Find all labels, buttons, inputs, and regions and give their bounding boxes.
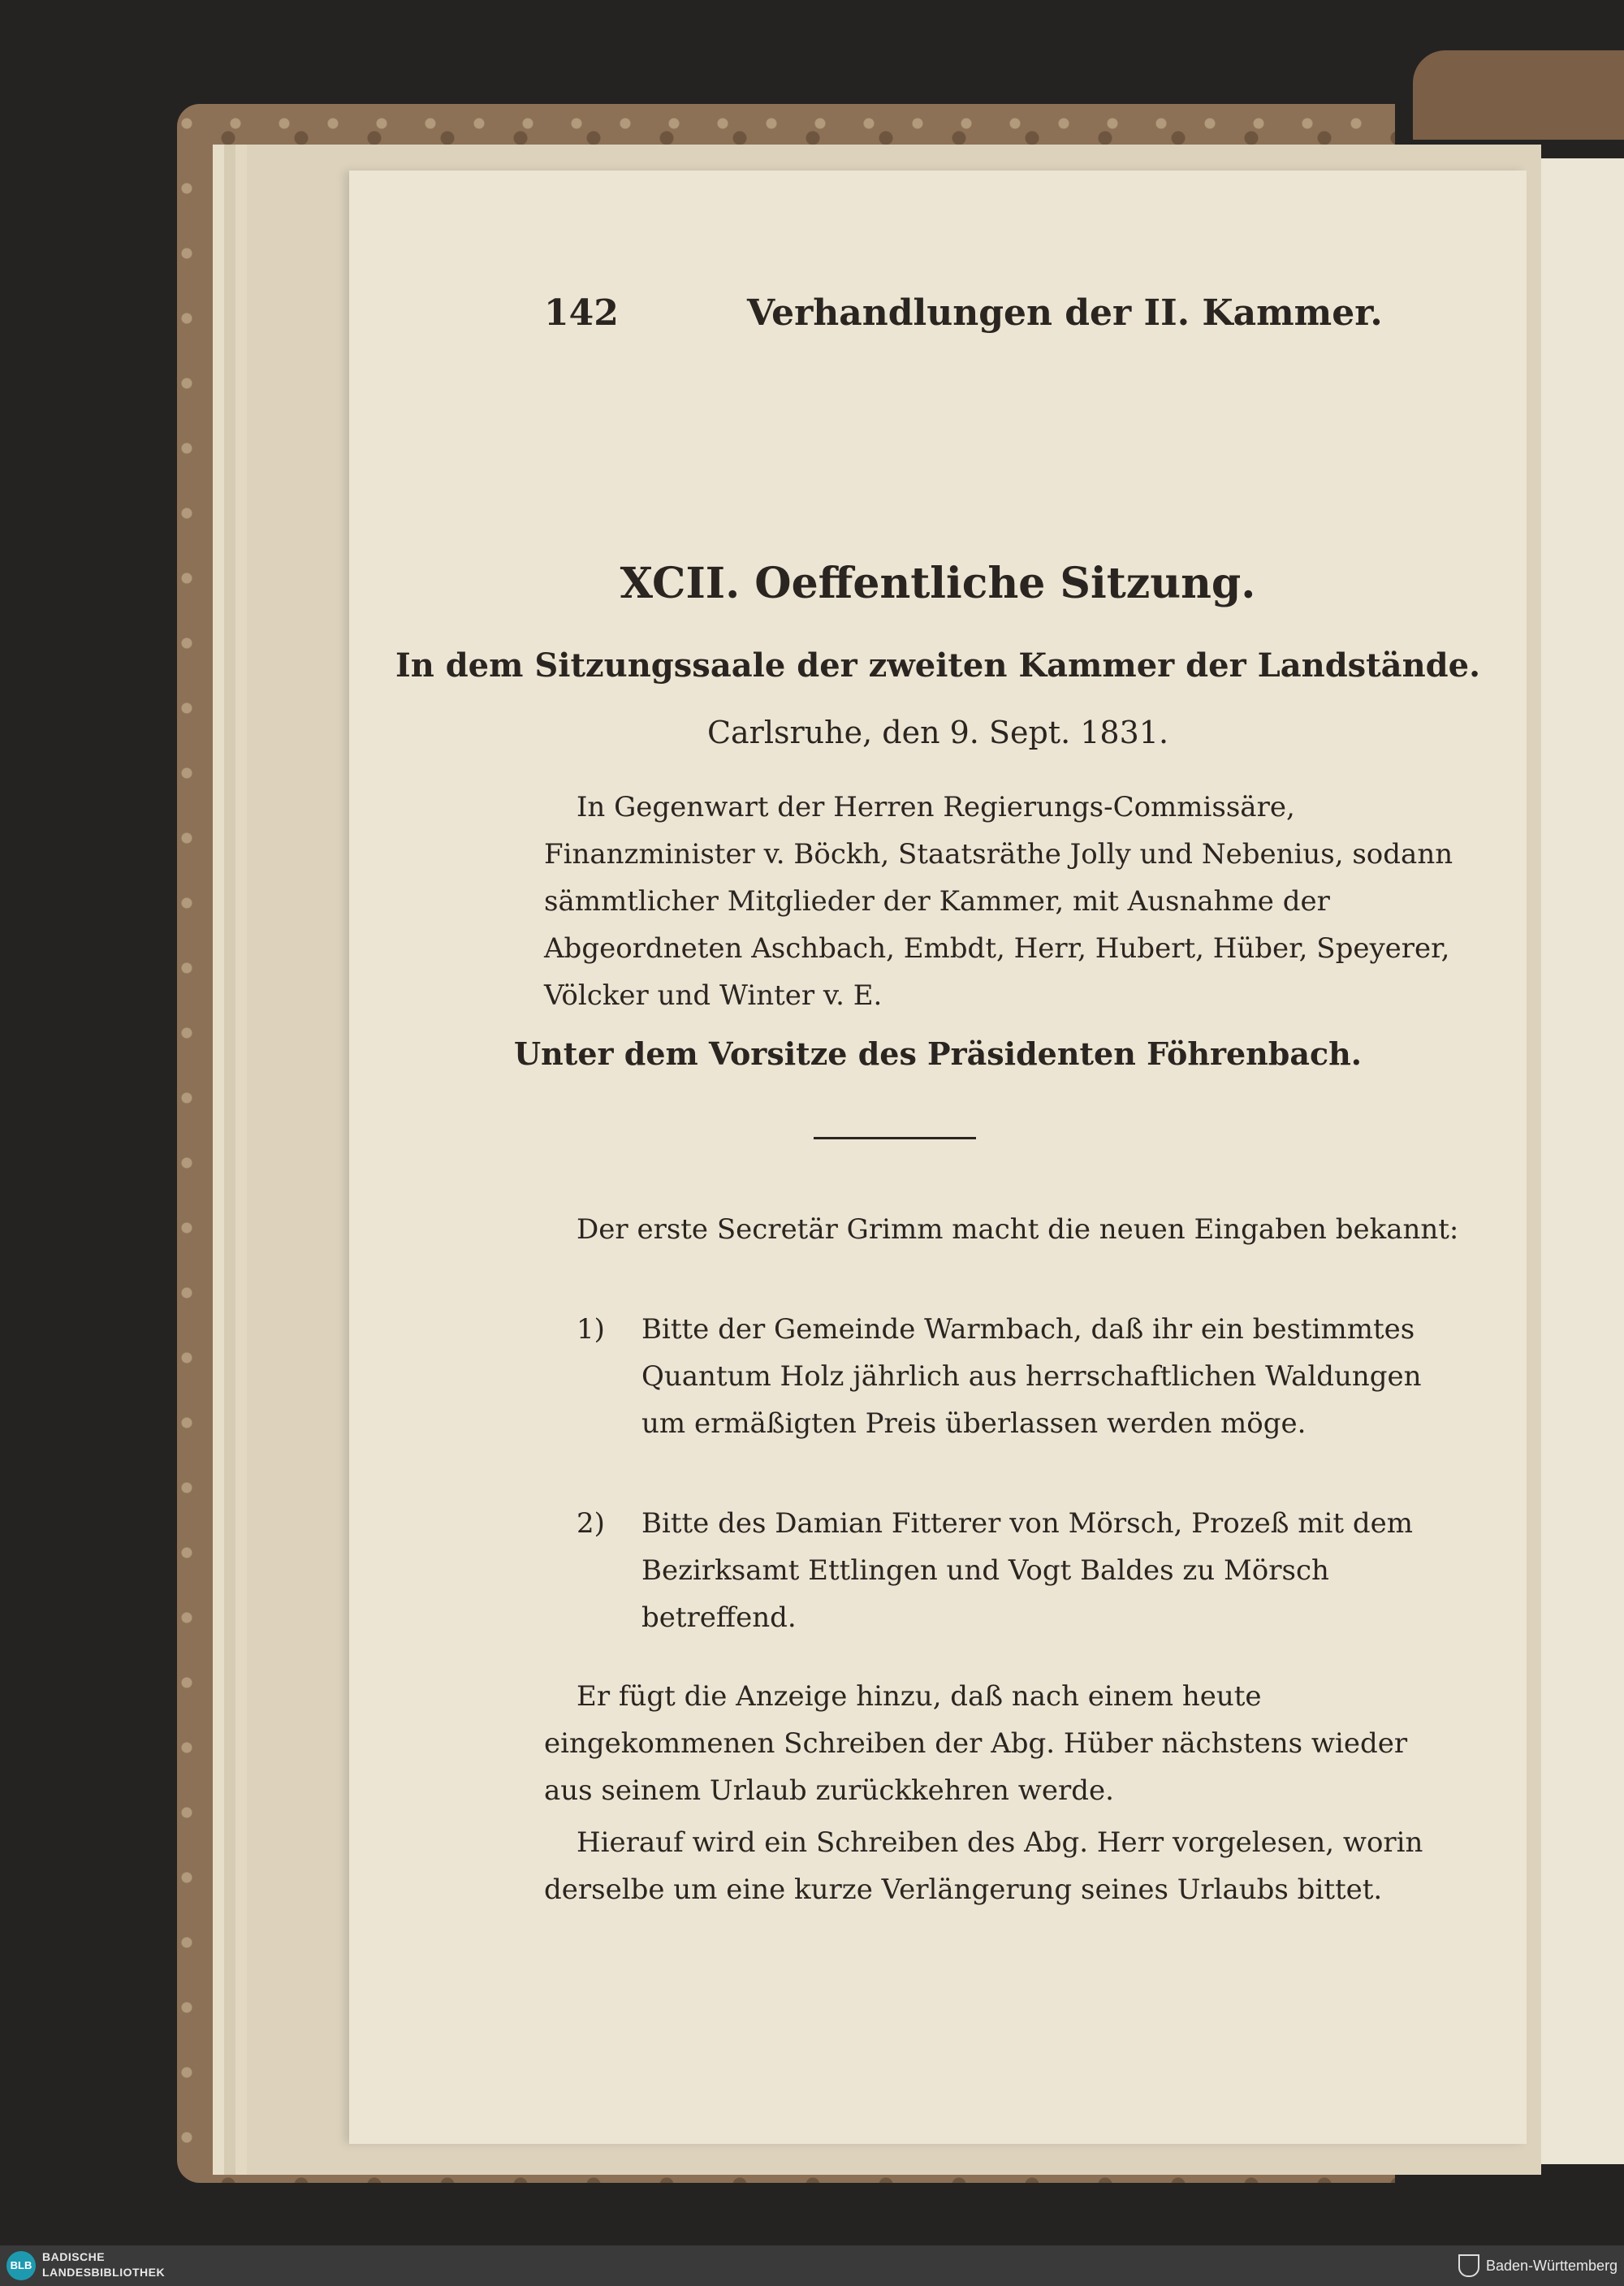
notice-paragraph: Er fügt die Anzeige hinzu, daß nach einem heute eingekommenen Schreiben der Abg. Hüber nächstens wieder aus seinem Urlaub zurückkehren werde. [544, 1680, 1408, 1807]
letter-paragraph: Hierauf wird ein Schreiben des Abg. Herr vorgelesen, worin derselbe um eine kurze Verlängerung seines Urlaubs bittet. [544, 1826, 1423, 1906]
book-corner [1413, 50, 1624, 140]
divider-rule [814, 1137, 976, 1139]
book-page [349, 171, 1527, 2144]
session-location: In dem Sitzungssaale der zweiten Kammer der Landstände. [395, 646, 1480, 685]
opposite-page-edge [1531, 158, 1624, 2164]
section-title: XCII. Oeffentliche Sitzung. [620, 559, 1256, 608]
blb-logo-icon[interactable]: BLB [6, 2251, 36, 2280]
state-name: Baden-Württemberg [1486, 2258, 1618, 2274]
list-item [577, 1500, 1462, 1641]
list-item [577, 1306, 1462, 1447]
page-number: 142 [544, 292, 619, 334]
coat-of-arms-icon [1458, 2254, 1479, 2277]
library-name-line2: LANDESBIBLIOTHEK [42, 2266, 166, 2279]
session-date: Carlsruhe, den 9. Sept. 1831. [706, 715, 1169, 750]
running-title: Verhandlungen der II. Kammer. [747, 292, 1383, 334]
list-item-number: 2) [577, 1507, 605, 1540]
footer-bar [0, 2245, 1624, 2286]
list-item-text: Bitte der Gemeinde Warmbach, daß ihr ein bestimmtes Quantum Holz jährlich aus herrschaftlichen Waldungen um ermäßigten Preis überlassen werden möge. [641, 1313, 1422, 1440]
list-item-number: 1) [577, 1313, 605, 1346]
intro-paragraph: Der erste Secretär Grimm macht die neuen Eingaben bekannt: [577, 1213, 1459, 1246]
presence-paragraph: In Gegenwart der Herren Regierungs-Commissäre, Finanzminister v. Böckh, Staatsräthe Jolly und Nebenius, sodann sämmtlicher Mitglieder der Kammer, mit Ausnahme der Abgeordneten Aschbach, Embdt, Herr, Hubert, Hüber, Speyerer, Völcker und Winter v. E. [544, 791, 1453, 1012]
library-name-line1: BADISCHE [42, 2250, 106, 2263]
list-item-text: Bitte des Damian Fitterer von Mörsch, Prozeß mit dem Bezirksamt Ettlingen und Vogt Baldes zu Mörsch betreffend. [641, 1507, 1414, 1634]
chair-line: Unter dem Vorsitze des Präsidenten Föhrenbach. [514, 1035, 1362, 1072]
